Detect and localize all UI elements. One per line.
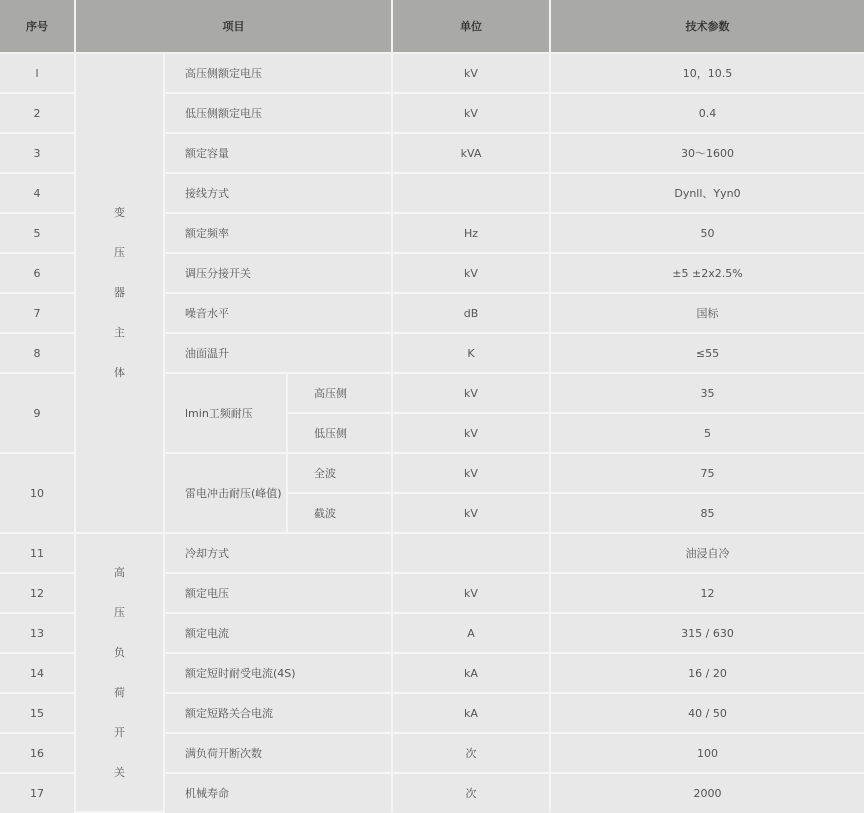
value-cell: 12 — [550, 573, 864, 613]
table-row — [0, 53, 864, 93]
item-cell: lmin工频耐压 — [164, 373, 287, 453]
unit-cell: 次 — [392, 733, 550, 773]
value-cell: 35 — [550, 373, 864, 413]
seq-cell: 16 — [0, 733, 75, 773]
value-cell: 75 — [550, 453, 864, 493]
item-cell: 接线方式 — [164, 173, 392, 213]
value-cell: ±5 ±2x2.5% — [550, 253, 864, 293]
seq-cell: 17 — [0, 773, 75, 812]
unit-cell: dB — [392, 293, 550, 333]
item-cell: 雷电冲击耐压(峰值) — [164, 453, 287, 533]
unit-cell: kV — [392, 253, 550, 293]
item-cell: 调压分接开关 — [164, 253, 392, 293]
seq-cell: 3 — [0, 133, 75, 173]
value-cell: ≤55 — [550, 333, 864, 373]
seq-cell: 13 — [0, 613, 75, 653]
item-cell: 冷却方式 — [164, 533, 392, 573]
item-cell: 噪音水平 — [164, 293, 392, 333]
value-cell: 315 / 630 — [550, 613, 864, 653]
unit-cell: kA — [392, 653, 550, 693]
seq-cell: 15 — [0, 693, 75, 733]
unit-cell: kV — [392, 493, 550, 533]
unit-cell: 次 — [392, 773, 550, 812]
item-cell: 满负荷开断次数 — [164, 733, 392, 773]
item-cell: 额定电压 — [164, 573, 392, 613]
item-cell: 高压侧额定电压 — [164, 53, 392, 93]
value-cell: 50 — [550, 213, 864, 253]
unit-cell — [392, 173, 550, 213]
unit-cell: K — [392, 333, 550, 373]
unit-cell: kA — [392, 693, 550, 733]
item-cell: 油面温升 — [164, 333, 392, 373]
seq-cell: 5 — [0, 213, 75, 253]
seq-cell: 6 — [0, 253, 75, 293]
unit-cell: kV — [392, 93, 550, 133]
value-cell: 0.4 — [550, 93, 864, 133]
sub-item-cell: 截波 — [287, 493, 392, 533]
sub-item-cell: 全波 — [287, 453, 392, 493]
header-item: 项目 — [75, 0, 392, 53]
item-cell: 额定电流 — [164, 613, 392, 653]
value-cell: Dynll、Yyn0 — [550, 173, 864, 213]
unit-cell: kV — [392, 453, 550, 493]
value-cell: 100 — [550, 733, 864, 773]
unit-cell: kVA — [392, 133, 550, 173]
item-cell: 机械寿命 — [164, 773, 392, 812]
seq-cell: 2 — [0, 93, 75, 133]
item-cell: 低压侧额定电压 — [164, 93, 392, 133]
item-cell: 额定容量 — [164, 133, 392, 173]
unit-cell: Hz — [392, 213, 550, 253]
table-header-row — [0, 0, 864, 53]
item-cell: 额定频率 — [164, 213, 392, 253]
seq-cell: 10 — [0, 453, 75, 533]
seq-cell: l — [0, 53, 75, 93]
unit-cell: kV — [392, 413, 550, 453]
unit-cell — [392, 533, 550, 573]
seq-cell: 11 — [0, 533, 75, 573]
table-row — [0, 533, 864, 573]
seq-cell: 4 — [0, 173, 75, 213]
unit-cell: kV — [392, 373, 550, 413]
seq-cell: 14 — [0, 653, 75, 693]
unit-cell: A — [392, 613, 550, 653]
value-cell: 30～1600 — [550, 133, 864, 173]
sub-item-cell: 高压侧 — [287, 373, 392, 413]
seq-cell: 7 — [0, 293, 75, 333]
value-cell: 10，10.5 — [550, 53, 864, 93]
unit-cell: kV — [392, 53, 550, 93]
value-cell: 国标 — [550, 293, 864, 333]
header-unit: 单位 — [392, 0, 550, 53]
value-cell: 16 / 20 — [550, 653, 864, 693]
seq-cell: 12 — [0, 573, 75, 613]
value-cell: 40 / 50 — [550, 693, 864, 733]
value-cell: 5 — [550, 413, 864, 453]
unit-cell: kV — [392, 573, 550, 613]
header-seq: 序号 — [0, 0, 75, 53]
item-cell: 额定短时耐受电流(4S) — [164, 653, 392, 693]
category-switch: 高 压 负 荷 开 关 — [75, 533, 164, 812]
value-cell: 油浸自冷 — [550, 533, 864, 573]
sub-item-cell: 低压侧 — [287, 413, 392, 453]
header-value: 技术参数 — [550, 0, 864, 53]
seq-cell: 8 — [0, 333, 75, 373]
seq-cell: 9 — [0, 373, 75, 453]
value-cell: 2000 — [693, 786, 722, 800]
value-cell: 85 — [550, 493, 864, 533]
item-cell: 额定短路关合电流 — [164, 693, 392, 733]
category-transformer: 变 压 器 主 体 — [75, 53, 164, 533]
